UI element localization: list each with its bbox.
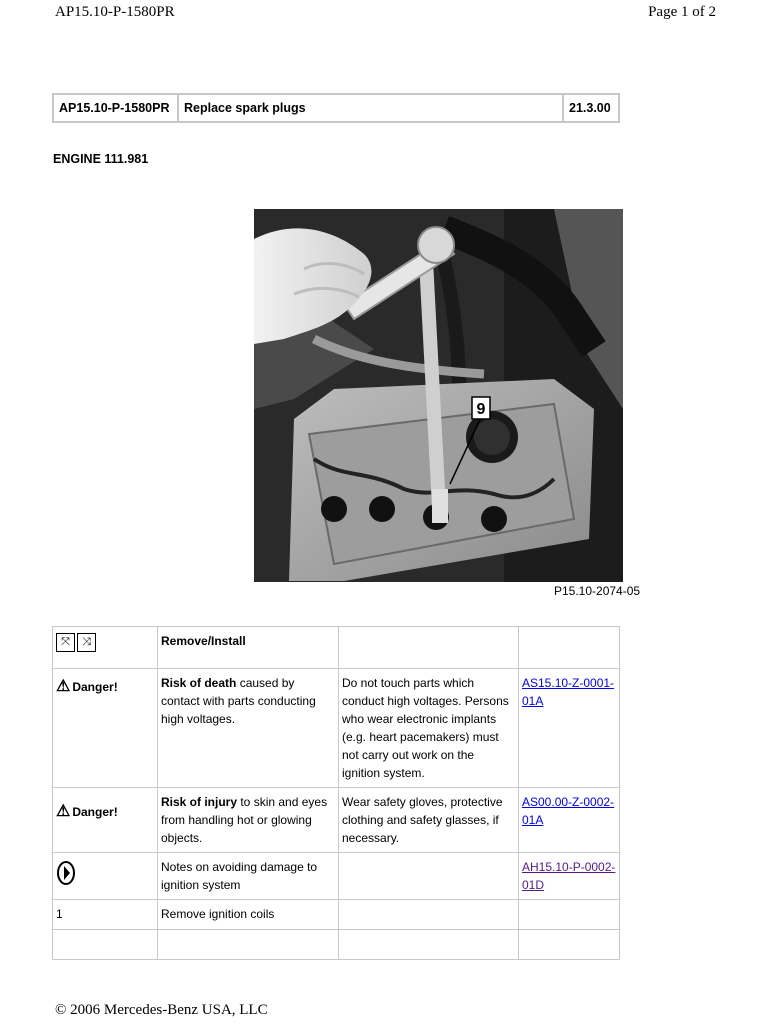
doc-title-cell: Replace spark plugs bbox=[178, 94, 563, 122]
warning-triangle-icon: ⚠ bbox=[56, 678, 71, 695]
install-icon: ⤨ bbox=[77, 633, 96, 652]
copyright-footer: © 2006 Mercedes-Benz USA, LLC bbox=[55, 1002, 268, 1018]
danger-cell: ⚠ Danger! bbox=[53, 669, 158, 788]
warning-triangle-icon: ⚠ bbox=[56, 803, 71, 820]
reference-link[interactable]: AS15.10-Z-0001-01A bbox=[522, 676, 615, 708]
reference-link[interactable]: AH15.10-P-0002-01D bbox=[522, 860, 616, 892]
notes-icon-cell bbox=[53, 853, 158, 900]
reference-cell bbox=[519, 853, 620, 900]
risk-description: Risk of death caused by contact with parts conducting high voltages. bbox=[158, 669, 339, 788]
doc-code-cell: AP15.10-P-1580PR bbox=[53, 94, 178, 122]
engine-photo bbox=[254, 209, 623, 582]
danger-cell: ⚠ Danger! bbox=[53, 788, 158, 853]
procedure-table bbox=[52, 626, 620, 960]
step-description: Notes on avoiding damage to ignition system bbox=[158, 853, 339, 900]
doc-version-cell: 21.3.00 bbox=[563, 94, 619, 122]
step-number: 1 bbox=[53, 900, 158, 930]
header-page-number: Page 1 of 2 bbox=[648, 4, 716, 20]
note-damage-icon bbox=[56, 860, 76, 886]
safety-note: Do not touch parts which conduct high voltages. Persons who wear electronic implants (e.g. heart pacemakers) must not carry out work on the ignition system. bbox=[339, 669, 519, 788]
callout-label: 9 bbox=[476, 401, 486, 418]
reference-link[interactable]: AS00.00-Z-0002-01A bbox=[522, 795, 615, 827]
reference-cell bbox=[519, 788, 620, 853]
risk-description: Risk of injury to skin and eyes from handling hot or glowing objects. bbox=[158, 788, 339, 853]
engine-heading: ENGINE 111.981 bbox=[53, 152, 149, 166]
remove-icon: ⤧ bbox=[56, 633, 75, 652]
title-table bbox=[52, 93, 620, 123]
header-doc-code: AP15.10-P-1580PR bbox=[55, 4, 175, 20]
remove-install-label: Remove/Install bbox=[158, 627, 339, 669]
safety-note: Wear safety gloves, protective clothing and safety glasses, if necessary. bbox=[339, 788, 519, 853]
step-description: Remove ignition coils bbox=[158, 900, 339, 930]
figure-caption: P15.10-2074-05 bbox=[554, 584, 641, 598]
remove-install-icons-cell bbox=[53, 627, 158, 669]
reference-cell bbox=[519, 669, 620, 788]
